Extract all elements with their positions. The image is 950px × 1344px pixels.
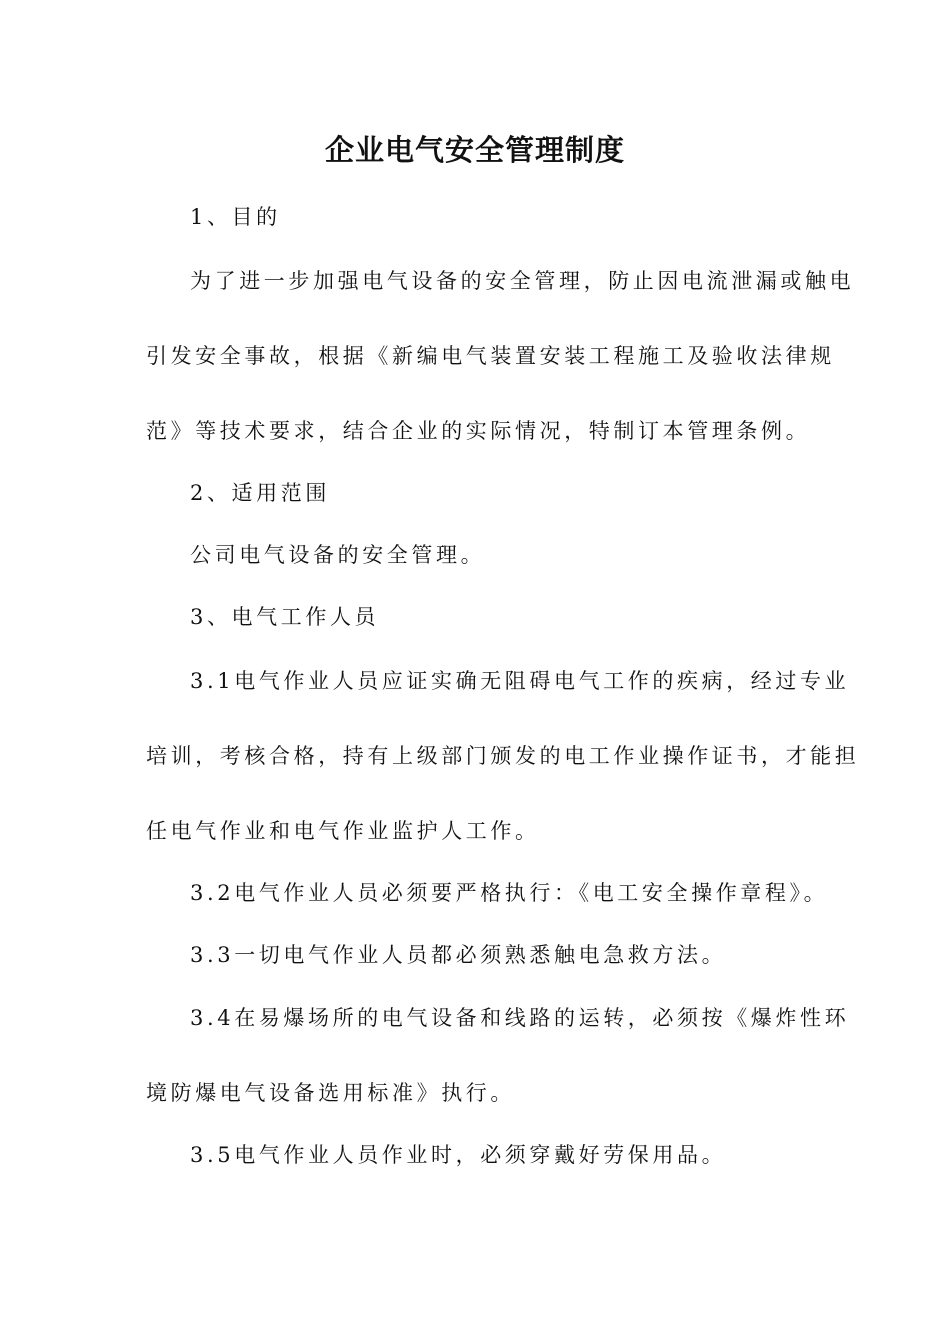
paragraph-line: 3.4在易爆场所的电气设备和线路的运转，必须按《爆炸性环 [190,1006,850,1030]
paragraph-line: 培训，考核合格，持有上级部门颁发的电工作业操作证书，才能担 [146,744,860,768]
paragraph-line: 引发安全事故，根据《新编电气装置安装工程施工及验收法律规 [146,344,835,368]
paragraph-line: 境防爆电气设备选用标准》执行。 [146,1081,515,1105]
document-title: 企业电气安全管理制度 [324,133,625,167]
paragraph-line: 为了进一步加强电气设备的安全管理，防止因电流泄漏或触电 [190,269,855,293]
section-heading-purpose: 1、目的 [190,205,281,229]
paragraph-line: 3.5电气作业人员作业时，必须穿戴好劳保用品。 [190,1143,727,1167]
paragraph-line: 范》等技术要求，结合企业的实际情况，特制订本管理条例。 [146,419,811,443]
paragraph-line: 3.2电气作业人员必须要严格执行：《电工安全操作章程》。 [190,881,829,905]
paragraph-line: 3.1电气作业人员应证实确无阻碍电气工作的疾病，经过专业 [190,669,850,693]
paragraph-line: 公司电气设备的安全管理。 [190,543,486,567]
section-heading-scope: 2、适用范围 [190,481,330,505]
paragraph-line: 3.3一切电气作业人员都必须熟悉触电急救方法。 [190,943,727,967]
section-heading-personnel: 3、电气工作人员 [190,605,380,629]
paragraph-line: 任电气作业和电气作业监护人工作。 [146,819,540,843]
